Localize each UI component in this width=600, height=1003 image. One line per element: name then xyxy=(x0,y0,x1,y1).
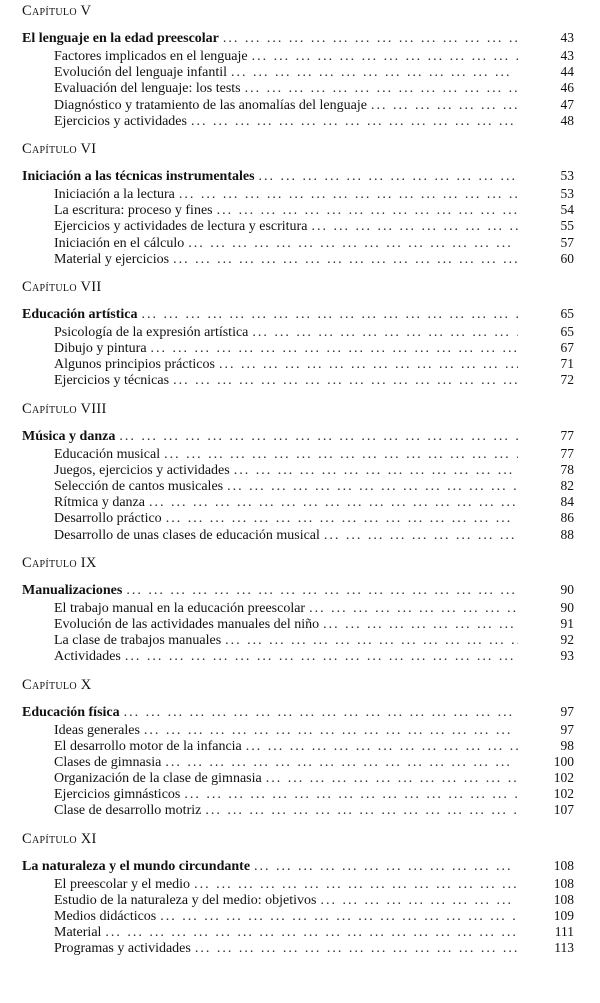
dot-leader xyxy=(105,925,518,940)
page-number: 102 xyxy=(553,786,574,802)
page-number: 111 xyxy=(554,924,574,940)
dot-leader xyxy=(234,463,518,478)
dot-leader xyxy=(151,341,518,356)
page-number: 90 xyxy=(560,581,574,597)
entry-title: La clase de trabajos manuales xyxy=(54,633,222,649)
page-number: 92 xyxy=(560,632,574,648)
toc-entry[interactable] xyxy=(0,494,600,510)
page-number: 65 xyxy=(560,323,574,339)
toc-entry[interactable] xyxy=(0,186,600,202)
dot-leader xyxy=(320,893,518,908)
chapter-title-entry[interactable] xyxy=(0,701,600,722)
page-number: 108 xyxy=(553,891,574,907)
page-number: 72 xyxy=(560,372,574,388)
page-number: 102 xyxy=(553,770,574,786)
chapter-title: Educación artística xyxy=(22,306,138,322)
chapter-section xyxy=(0,276,600,389)
dot-leader xyxy=(324,528,518,543)
entry-title: Medios didácticos xyxy=(54,909,157,924)
toc-entry[interactable] xyxy=(0,924,600,940)
dot-leader xyxy=(205,803,518,818)
toc-entry[interactable] xyxy=(0,462,600,478)
chapter-section xyxy=(0,552,600,665)
entry-title: Actividades xyxy=(54,649,121,665)
dot-leader xyxy=(217,203,518,218)
dot-leader xyxy=(259,166,518,186)
page-number: 67 xyxy=(560,340,574,356)
entry-title: Ejercicios gimnásticos xyxy=(54,787,181,803)
toc-entry[interactable] xyxy=(0,527,600,543)
chapter-label: Capítulo XI xyxy=(22,830,97,847)
dot-leader xyxy=(164,447,518,462)
dot-leader xyxy=(266,771,518,786)
entry-title: La escritura: proceso y fines xyxy=(54,203,213,219)
dot-leader xyxy=(173,373,518,388)
dot-leader xyxy=(184,787,518,802)
toc-entry[interactable] xyxy=(0,80,600,96)
page-number: 43 xyxy=(560,48,574,63)
entry-title: Ideas generales xyxy=(54,722,140,738)
entry-title: Diagnóstico y tratamiento de las anomalías del lenguaje xyxy=(54,97,367,113)
chapter-title: La naturaleza y el mundo circundante xyxy=(22,858,251,874)
entry-title: Ejercicios y actividades de lectura y escritura xyxy=(54,219,308,235)
toc-entry[interactable] xyxy=(0,802,600,818)
entry-title: Evolución de las actividades manuales del niño xyxy=(54,616,320,632)
dot-leader xyxy=(225,633,518,648)
toc-entry[interactable] xyxy=(0,722,600,738)
page-number: 53 xyxy=(560,167,574,183)
page-number: 77 xyxy=(560,427,574,443)
toc-entry[interactable] xyxy=(0,738,600,754)
dot-leader xyxy=(309,601,518,616)
chapter-label: Capítulo V xyxy=(22,3,92,19)
chapter-title: Iniciación a las técnicas instrumentales xyxy=(22,168,255,184)
toc-entry[interactable] xyxy=(0,356,600,372)
page-number: 84 xyxy=(560,494,574,510)
page-number: 44 xyxy=(560,64,574,80)
toc-entry[interactable] xyxy=(0,251,600,267)
page-number: 108 xyxy=(553,875,574,891)
toc-entry[interactable] xyxy=(0,600,600,616)
toc-entry[interactable] xyxy=(0,940,600,956)
toc-entry[interactable] xyxy=(0,340,600,356)
dot-leader xyxy=(323,617,518,632)
entry-title: Psicología de la expresión artística xyxy=(54,324,249,340)
dot-leader xyxy=(126,580,518,600)
toc-entry[interactable] xyxy=(0,97,600,113)
entry-title: Ejercicios y técnicas xyxy=(54,373,170,389)
dot-leader xyxy=(311,219,518,234)
dot-leader xyxy=(194,877,518,892)
entry-title: Juegos, ejercicios y actividades xyxy=(54,462,230,478)
page-number: 98 xyxy=(560,737,574,753)
entry-title: Clase de desarrollo motriz xyxy=(54,803,202,819)
entry-title: Educación musical xyxy=(54,446,161,462)
page-number: 78 xyxy=(560,461,574,477)
page-number: 48 xyxy=(560,112,574,128)
dot-leader xyxy=(227,479,518,494)
dot-leader xyxy=(223,28,518,48)
toc-entry[interactable] xyxy=(0,235,600,251)
chapter-section xyxy=(0,138,600,267)
dot-leader xyxy=(144,723,518,738)
dot-leader xyxy=(191,114,518,129)
dot-leader xyxy=(219,357,518,372)
chapter-title: Manualizaciones xyxy=(22,582,123,598)
page-number: 53 xyxy=(560,185,574,201)
page-number: 46 xyxy=(560,80,574,96)
dot-leader xyxy=(195,941,518,956)
chapter-title-entry[interactable] xyxy=(0,855,600,876)
entry-title: Dibujo y pintura xyxy=(54,341,147,357)
chapter-title: Educación física xyxy=(22,704,120,720)
entry-title: Rítmica y danza xyxy=(54,495,145,511)
dot-leader xyxy=(371,98,518,113)
chapter-title-entry[interactable] xyxy=(0,303,600,324)
toc-entry[interactable] xyxy=(0,218,600,234)
toc-entry[interactable] xyxy=(0,372,600,388)
entry-title: Iniciación a la lectura xyxy=(54,186,175,202)
page-number: 43 xyxy=(560,30,574,45)
entry-title: El preescolar y el medio xyxy=(54,876,191,892)
entry-title: Material y ejercicios xyxy=(54,251,170,267)
page-number: 108 xyxy=(553,857,574,873)
entry-title: Desarrollo de unas clases de educación musical xyxy=(54,527,320,543)
dot-leader xyxy=(142,304,519,324)
entry-title: Evolución del lenguaje infantil xyxy=(54,65,228,81)
chapter-section xyxy=(0,674,600,819)
entry-title: Selección de cantos musicales xyxy=(54,479,224,494)
dot-leader xyxy=(254,856,518,876)
toc-entry[interactable] xyxy=(0,324,600,340)
chapter-section xyxy=(0,398,600,543)
chapter-label: Capítulo VI xyxy=(22,140,97,157)
entry-title: Material xyxy=(54,925,102,941)
page-number: 47 xyxy=(560,96,574,112)
chapter-label: Capítulo IX xyxy=(22,554,97,571)
page-number: 55 xyxy=(560,218,574,234)
chapter-label: Capítulo VIII xyxy=(22,400,107,417)
toc-entry[interactable] xyxy=(0,478,600,494)
toc-entry[interactable] xyxy=(0,510,600,526)
dot-leader xyxy=(231,65,518,80)
page-number: 88 xyxy=(560,526,574,542)
chapter-section xyxy=(0,0,600,129)
entry-title: Organización de la clase de gimnasia xyxy=(54,771,262,787)
dot-leader xyxy=(252,325,518,340)
dot-leader xyxy=(246,739,518,754)
entry-title: Ejercicios y actividades xyxy=(54,113,187,129)
page-number: 90 xyxy=(560,599,574,615)
entry-title: Programas y actividades xyxy=(54,941,191,957)
toc-entry[interactable] xyxy=(0,754,600,770)
page-number: 54 xyxy=(560,202,574,218)
toc-entry[interactable] xyxy=(0,113,600,129)
chapter-label: Capítulo X xyxy=(22,676,92,693)
toc-entry[interactable] xyxy=(0,908,600,924)
dot-leader xyxy=(124,702,518,722)
dot-leader xyxy=(245,81,518,96)
toc-entry[interactable] xyxy=(0,876,600,892)
entry-title: Algunos principios prácticos xyxy=(54,357,215,373)
page-number: 100 xyxy=(553,753,574,769)
page-number: 107 xyxy=(553,802,574,818)
toc-entry[interactable] xyxy=(0,786,600,802)
chapter-section xyxy=(0,828,600,957)
entry-title: Clases de gimnasia xyxy=(54,754,162,770)
entry-title: Desarrollo práctico xyxy=(54,511,162,527)
toc-entry[interactable] xyxy=(0,64,600,80)
entry-title: Iniciación en el cálculo xyxy=(54,235,185,251)
chapter-title-entry[interactable] xyxy=(0,27,600,48)
dot-leader xyxy=(188,236,518,251)
chapter-title: El lenguaje en la edad preescolar xyxy=(22,31,219,46)
dot-leader xyxy=(149,495,518,510)
entry-title: Estudio de la naturaleza y del medio: objetivos xyxy=(54,892,317,908)
toc-entry[interactable] xyxy=(0,202,600,218)
page-number: 97 xyxy=(560,721,574,737)
dot-leader xyxy=(125,649,518,664)
dot-leader xyxy=(173,252,518,267)
chapter-title-entry[interactable] xyxy=(0,425,600,446)
chapter-title: Música y danza xyxy=(22,428,116,444)
dot-leader xyxy=(160,909,518,924)
dot-leader xyxy=(165,755,518,770)
chapter-title-entry[interactable] xyxy=(0,579,600,600)
page-number: 97 xyxy=(560,703,574,719)
toc-entry[interactable] xyxy=(0,616,600,632)
toc-entry[interactable] xyxy=(0,648,600,664)
page-number: 57 xyxy=(560,234,574,250)
page-number: 86 xyxy=(560,510,574,526)
dot-leader xyxy=(252,49,518,64)
page-number: 91 xyxy=(560,615,574,631)
page-number: 71 xyxy=(560,356,574,372)
page-number: 77 xyxy=(560,445,574,461)
page-number: 93 xyxy=(560,648,574,664)
toc-entry[interactable] xyxy=(0,446,600,462)
dot-leader xyxy=(119,426,518,446)
entry-title: Evaluación del lenguaje: los tests xyxy=(54,81,241,97)
page-number: 109 xyxy=(553,908,574,923)
entry-title: Factores implicados en el lenguaje xyxy=(54,49,248,64)
dot-leader xyxy=(166,511,518,526)
dot-leader xyxy=(179,187,518,202)
page-number: 113 xyxy=(554,940,574,956)
chapter-label: Capítulo VII xyxy=(22,278,102,295)
toc-entry[interactable] xyxy=(0,48,600,64)
page-number: 60 xyxy=(560,250,574,266)
toc-entry[interactable] xyxy=(0,770,600,786)
toc-entry[interactable] xyxy=(0,632,600,648)
entry-title: El trabajo manual en la educación preescolar xyxy=(54,600,306,616)
page-number: 82 xyxy=(560,478,574,493)
page-number: 65 xyxy=(560,305,574,321)
chapter-title-entry[interactable] xyxy=(0,165,600,186)
entry-title: El desarrollo motor de la infancia xyxy=(54,738,242,754)
toc-entry[interactable] xyxy=(0,892,600,908)
